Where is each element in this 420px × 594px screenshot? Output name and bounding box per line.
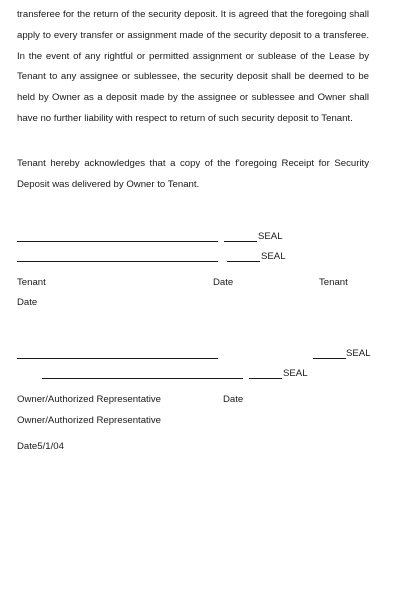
footer-date: Date5/1/04 bbox=[17, 441, 64, 452]
owner-seal-label-2: SEAL bbox=[283, 368, 308, 379]
tenant-seal-label-1: SEAL bbox=[258, 231, 283, 242]
tenant-seal-label-2: SEAL bbox=[261, 251, 286, 262]
tenant-label-1: Tenant bbox=[17, 277, 46, 288]
tenant-seal-line-1[interactable] bbox=[224, 241, 257, 242]
tenant-seal-line-2[interactable] bbox=[227, 261, 260, 262]
tenant-date-label: Date bbox=[213, 277, 234, 288]
owner-seal-label-1: SEAL bbox=[346, 348, 371, 359]
tenant-signature-line-1[interactable] bbox=[17, 241, 218, 242]
tenant-date-label-2: Date bbox=[17, 297, 38, 308]
tenant-label-2: Tenant bbox=[319, 277, 348, 288]
owner-label-2: Owner/Authorized Representative bbox=[17, 415, 161, 426]
paragraph-receipt-acknowledgement: Tenant hereby acknowledges that a copy of the f'oregoing Receipt for Security Deposit was delivered by Owner to Tenant. bbox=[17, 158, 369, 190]
paragraph-security-deposit-transfer: transferee for the return of the security deposit. It is agreed that the foregoing shall apply to every transfer or assignment made of the security deposit to a transferee. In the event of any rightful or permitted assignment or sublease of the Lease by Tenant to any assignee or sublessee, the security deposit shall be deemed to be held by Owner as a deposit made by the assignee or sublessee and Owner shall have no further liability with respect to return of such security deposit to Tenant. bbox=[17, 9, 369, 124]
owner-signature-line-1[interactable] bbox=[17, 358, 218, 359]
owner-date-label: Date bbox=[223, 394, 244, 405]
owner-seal-line-2[interactable] bbox=[249, 378, 282, 379]
owner-seal-line-1[interactable] bbox=[313, 358, 346, 359]
tenant-signature-line-2[interactable] bbox=[17, 261, 218, 262]
owner-signature-line-2[interactable] bbox=[42, 378, 243, 379]
owner-label-1: Owner/Authorized Representative bbox=[17, 394, 161, 405]
